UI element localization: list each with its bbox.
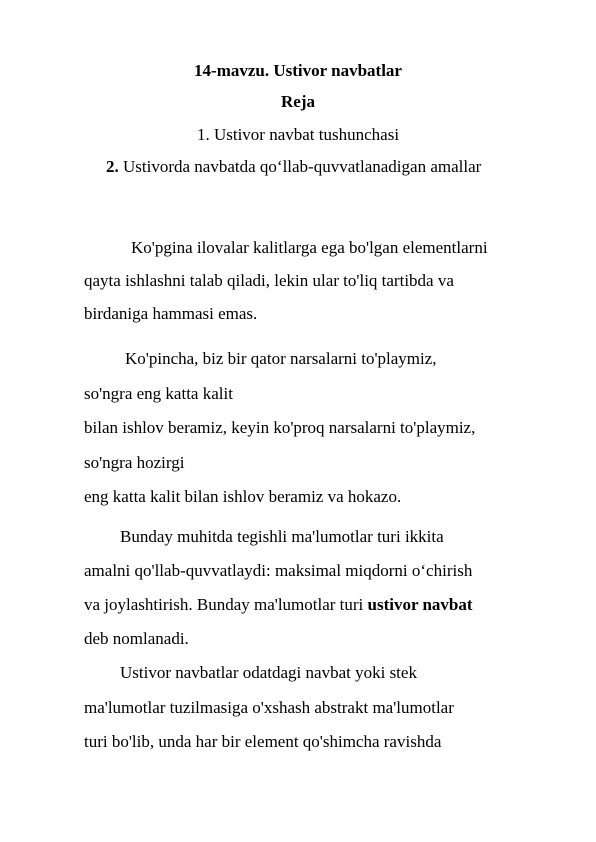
paragraph-3-line-1: Bunday muhitda tegishli ma'lumotlar turi ikkita <box>120 527 444 546</box>
plan-item-1 <box>0 125 596 145</box>
paragraph-3-line-2: amalni qo'llab-quvvatlaydi: maksimal miqdorni o‘chirish <box>84 561 473 580</box>
term-ustivor-navbat: ustivor navbat <box>367 595 473 614</box>
paragraph-3-line-3 <box>84 595 473 615</box>
paragraph-2-line-1: Ko'pincha, biz bir qator narsalarni to'playmiz, <box>125 349 437 368</box>
plan-item-number: 2. <box>106 157 119 176</box>
plan-item-2 <box>106 157 481 177</box>
plan-item-text: Ustivorda navbatda qo‘llab-quvvatlanadigan amallar <box>123 157 482 176</box>
paragraph-3-text: va joylashtirish. Bunday ma'lumotlar turi <box>84 595 368 614</box>
plan-item-number: 1. <box>196 125 210 144</box>
paragraph-1-line-3: birdaniga hammasi emas. <box>84 304 258 323</box>
paragraph-1-line-1: Ko'pgina ilovalar kalitlarga ega bo'lgan elementlarni <box>131 238 488 257</box>
paragraph-4-line-2: ma'lumotlar tuzilmasiga o'xshash abstrakt ma'lumotlar <box>84 698 454 717</box>
paragraph-3-line-4: deb nomlanadi. <box>84 629 189 648</box>
paragraph-4-line-3: turi bo'lib, unda har bir element qo'shimcha ravishda <box>84 732 442 751</box>
topic-title: 14-mavzu. Ustivor navbatlar <box>194 61 402 80</box>
plan-heading: Reja <box>281 92 315 111</box>
paragraph-2-line-5: eng katta kalit bilan ishlov beramiz va hokazo. <box>84 487 402 506</box>
paragraph-1-line-2: qayta ishlashni talab qiladi, lekin ular to'liq tartibda va <box>84 271 454 290</box>
paragraph-4-line-1: Ustivor navbatlar odatdagi navbat yoki stek <box>120 663 417 682</box>
paragraph-2-line-2: so'ngra eng katta kalit <box>84 384 233 403</box>
paragraph-2-line-4: so'ngra hozirgi <box>84 453 185 472</box>
plan-item-text: Ustivor navbat tushunchasi <box>213 125 400 144</box>
paragraph-2-line-3: bilan ishlov beramiz, keyin ko'proq narsalarni to'playmiz, <box>84 418 476 437</box>
